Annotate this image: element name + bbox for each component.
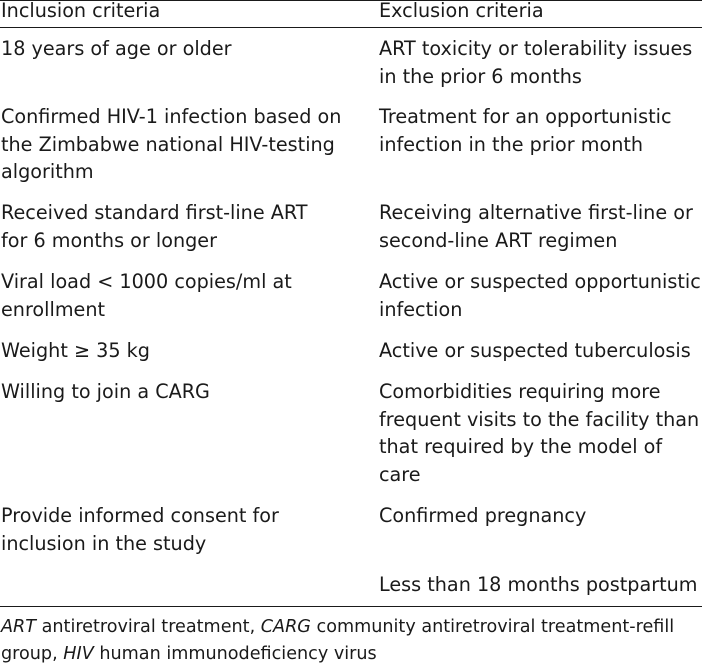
footnote-def-art: antiretroviral treatment, xyxy=(36,617,261,637)
row-1-inclusion: 18 years of age or older xyxy=(1,37,232,60)
table-footnote xyxy=(1,614,701,668)
row-6-inclusion: Willing to join a CARG xyxy=(1,380,210,403)
row-2-inclusion: Confirmed HIV-1 infection based on the Zimbabwe national HIV-testing algorithm xyxy=(1,105,342,183)
row-7-inclusion: Provide informed consent for inclusion in the study xyxy=(1,504,279,555)
row-4-exclusion: Active or suspected opportunistic infection xyxy=(379,270,701,321)
row-7-exclusion: Confirmed pregnancy xyxy=(379,504,587,527)
header-inclusion: Inclusion criteria xyxy=(1,0,161,22)
row-3-inclusion: Received standard first-line ART for 6 months or longer xyxy=(1,201,308,252)
header-exclusion: Exclusion criteria xyxy=(379,0,544,22)
row-3-exclusion: Receiving alternative first-line or second-line ART regimen xyxy=(379,201,693,252)
row-5-exclusion: Active or suspected tuberculosis xyxy=(379,339,691,362)
row-4-inclusion: Viral load < 1000 copies/ml at enrollment xyxy=(1,270,292,321)
footnote-def-hiv: human immunodeficiency virus xyxy=(93,644,377,664)
table-bottom-rule xyxy=(0,606,702,607)
row-5-inclusion: Weight ≥ 35 kg xyxy=(1,339,150,362)
row-8-exclusion: Less than 18 months postpartum xyxy=(379,573,698,596)
footnote-abbr-art: ART xyxy=(1,617,37,637)
footnote-abbr-carg: CARG xyxy=(260,617,311,637)
row-1-exclusion: ART toxicity or tolerability issues in the prior 6 months xyxy=(379,37,693,88)
footnote-def-carg: community antiretroviral treatment-refill group, xyxy=(1,617,675,664)
row-6-exclusion: Comorbidities requiring more frequent visits to the facility than that required by the model of care xyxy=(379,380,700,486)
header-rule xyxy=(0,27,702,28)
footnote-abbr-hiv: HIV xyxy=(63,644,94,664)
row-2-exclusion: Treatment for an opportunistic infection in the prior month xyxy=(379,105,672,156)
